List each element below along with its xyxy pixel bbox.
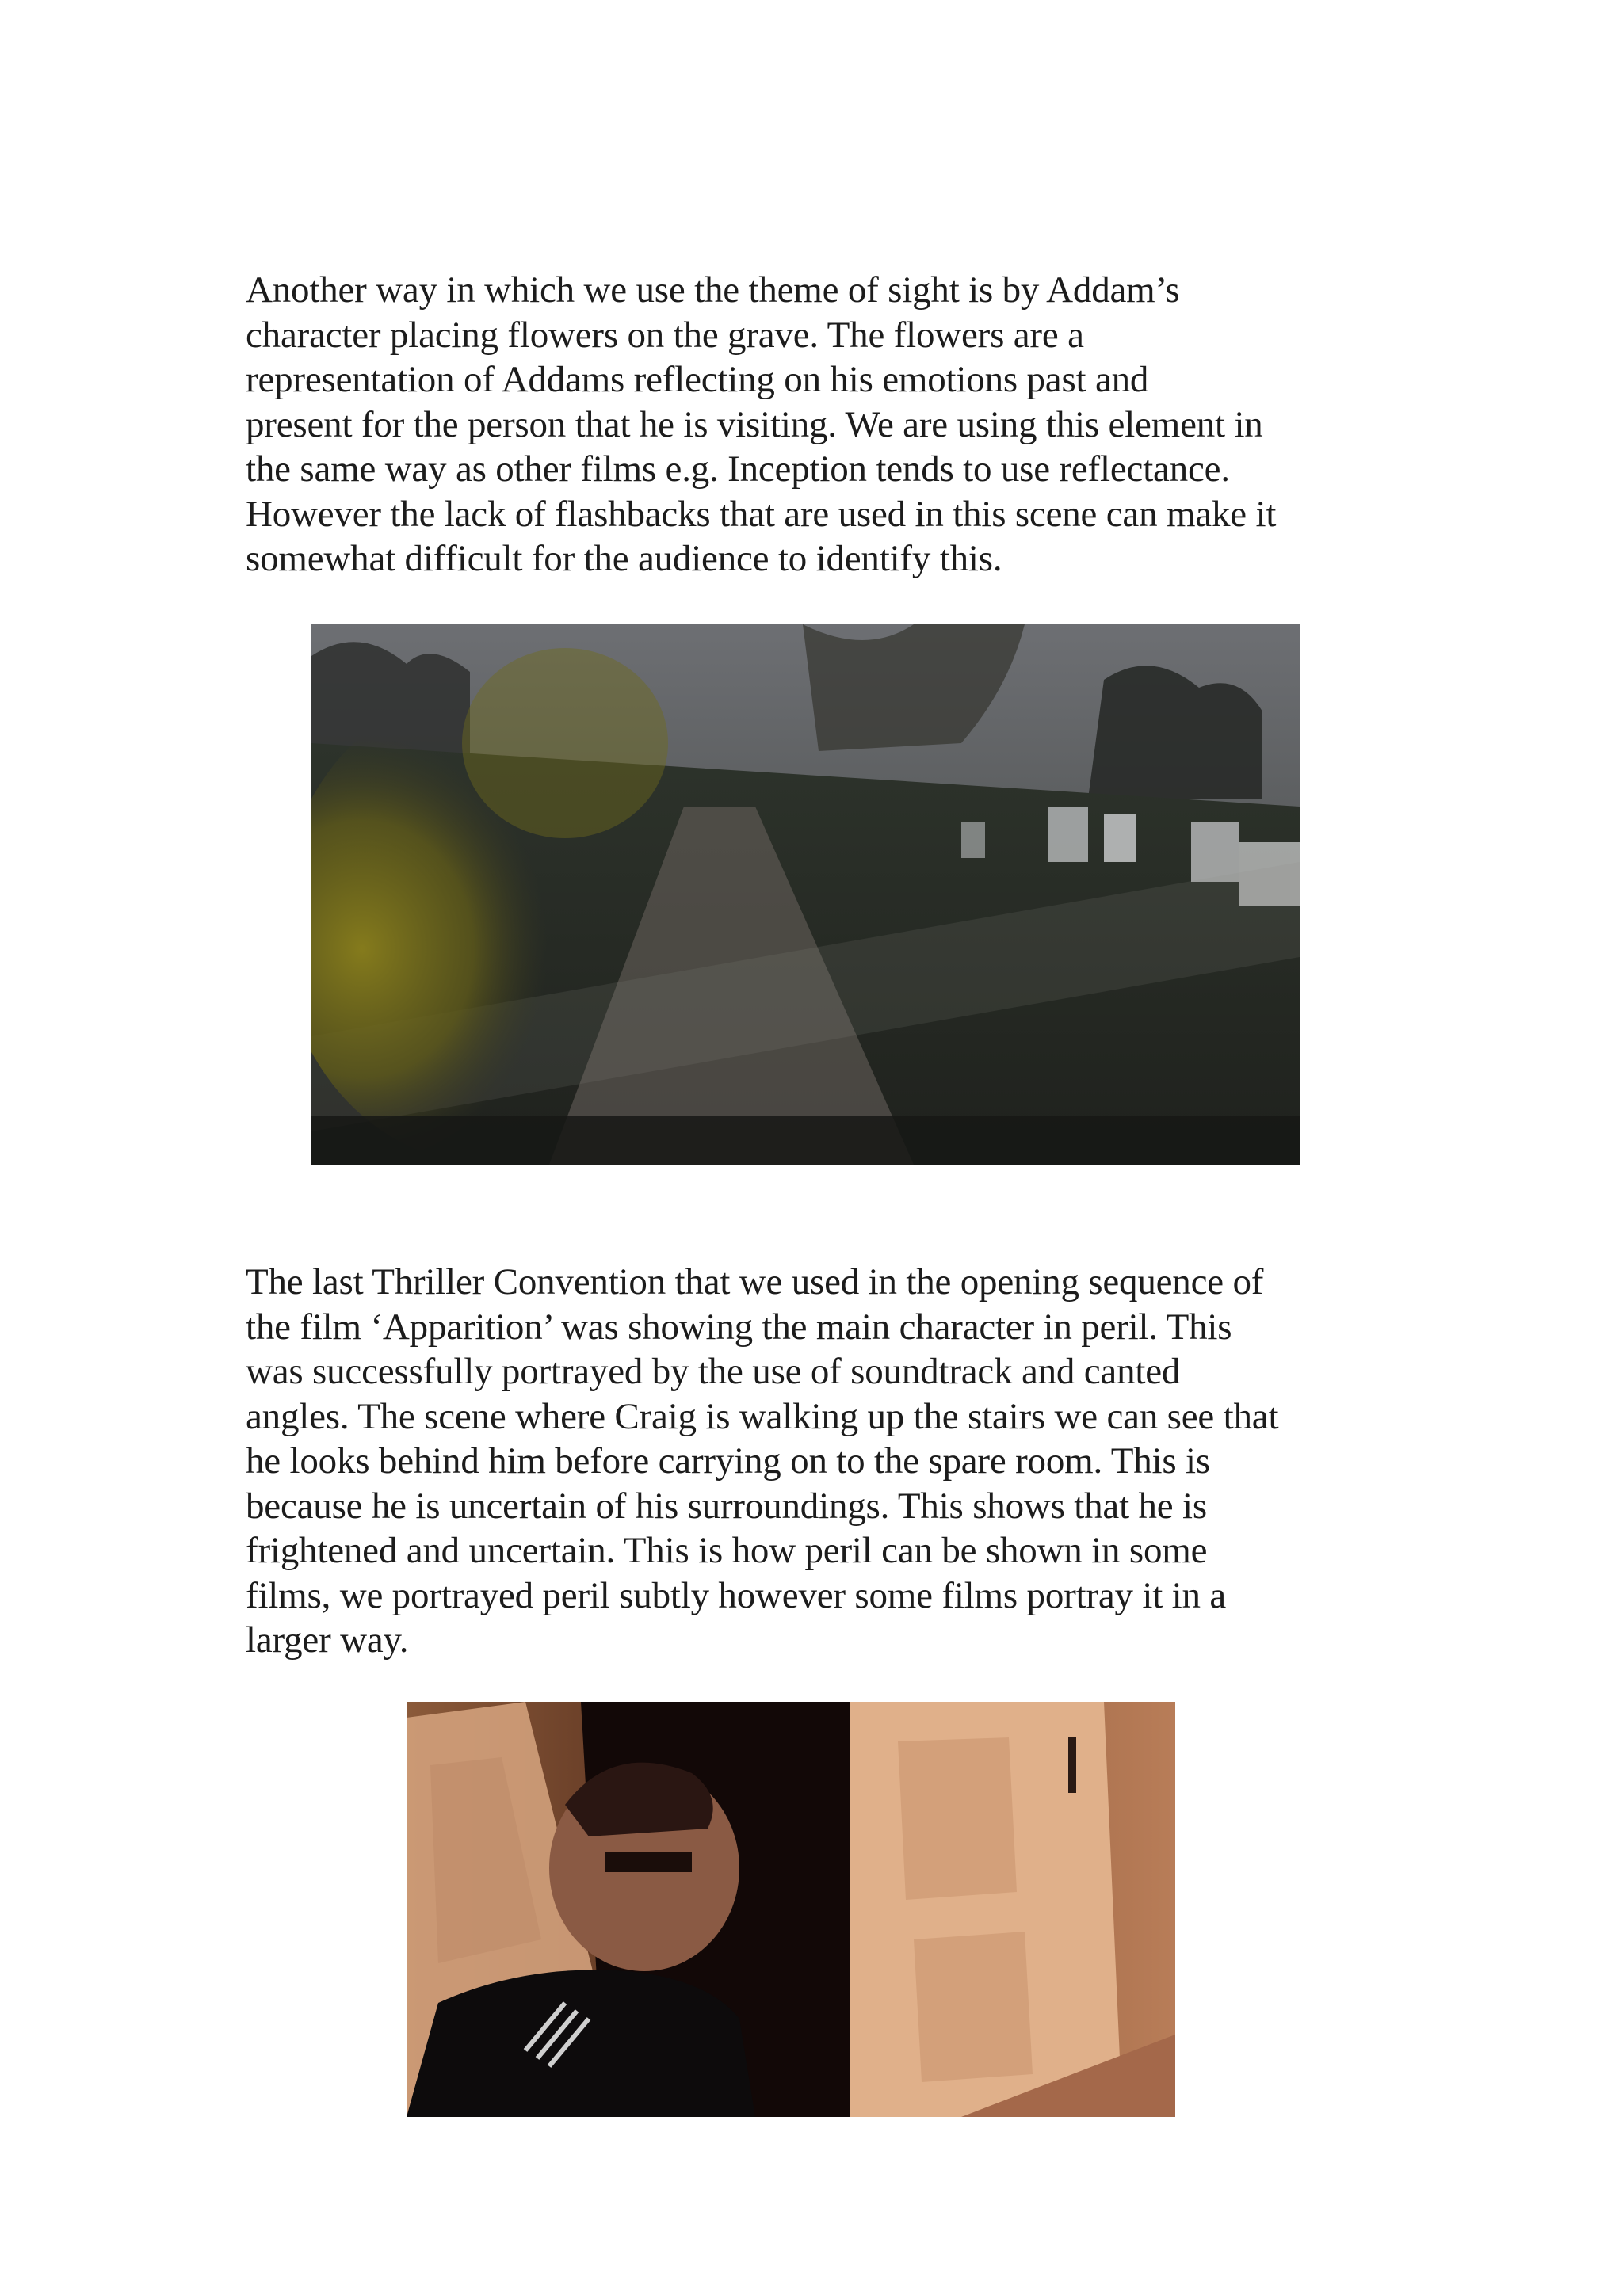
craig-stairs-photo (407, 1702, 1175, 2117)
graveyard-scene-icon (311, 624, 1300, 1165)
graveyard-photo (311, 624, 1300, 1165)
paragraph-peril-convention: The last Thriller Convention that we used in the opening sequence of the film ‘Apparition’ was showing the main character in peril. This was successfully portrayed by the use of soundtrack and canted angles. The scene where Craig is walking up the stairs we can see that he looks behind him before carrying on to the spare room. This is because he is uncertain of his surroundings. This shows that he is frightened and uncertain. This is how peril can be shown in some films, we portrayed peril subtly however some films portray it in a larger way. (246, 1261, 1279, 1661)
person-scene-icon (407, 1702, 1175, 2117)
paragraph-sight-theme: Another way in which we use the theme of sight is by Addam’s character placing flowers on the grave. The flowers are a representation of Addams reflecting on his emotions past and present for the person that he is visiting. We are using this element in the same way as other films e.g. Inception tends to use reflectance. However the lack of flashbacks that are used in this scene can make it somewhat difficult for the audience to identify this. (246, 269, 1277, 579)
